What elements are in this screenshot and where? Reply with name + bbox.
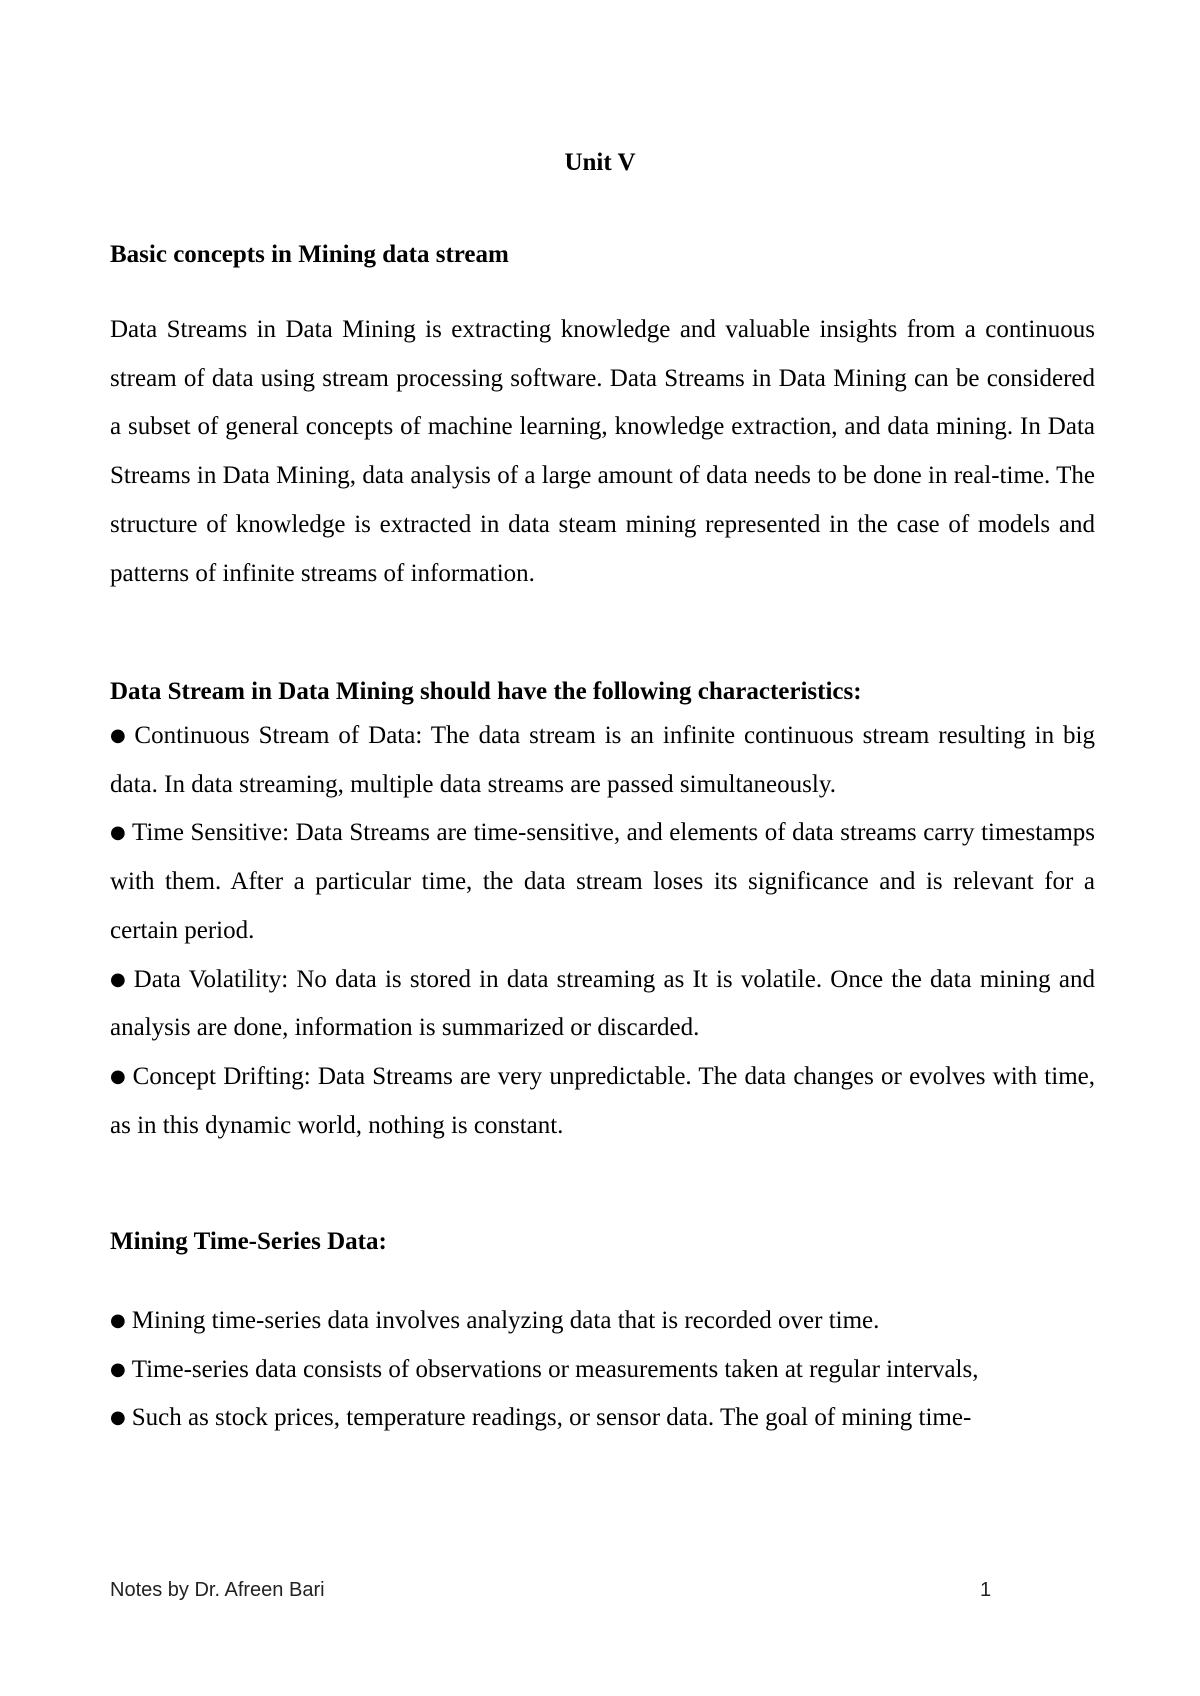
footer-page-number: 1 <box>980 1579 992 1601</box>
bullet-icon: ● <box>110 1065 127 1087</box>
list-item-text: Data Volatility: No data is stored in data streaming as It is volatile. Once the data mining and analysis are done, information is summarized or discarded. <box>110 965 1095 1042</box>
footer-author: Notes by Dr. Afreen Bari <box>110 1579 325 1601</box>
section-heading-basic-concepts: Basic concepts in Mining data stream <box>110 241 509 268</box>
section-heading-characteristics: Data Stream in Data Mining should have the following characteristics: <box>110 678 862 705</box>
page-title: Unit V <box>564 149 636 176</box>
list-item <box>110 1394 1095 1443</box>
list-item <box>110 712 1095 809</box>
bullet-icon: ● <box>110 968 128 990</box>
bullet-icon: ● <box>110 1407 126 1429</box>
intro-paragraph: Data Streams in Data Mining is extracting knowledge and valuable insights from a continuous stream of data using stream processing software. Data Streams in Data Mining can be considered a subset of general concepts of machine learning, knowledge extraction, and data mining. In Data Streams in Data Mining, data analysis of a large amount of data needs to be done in real-time. The structure of knowledge is extracted in data steam mining represented in the case of models and patterns of infinite streams of information. <box>110 316 1095 587</box>
list-item-text: Mining time-series data involves analyzing data that is recorded over time. <box>131 1307 880 1334</box>
list-item-text: Time Sensitive: Data Streams are time-sensitive, and elements of data streams carry timestamps with them. After a particular time, the data stream loses its significance and is relevant for a certain period. <box>110 819 1095 944</box>
characteristics-list <box>110 712 1095 1150</box>
list-item-text: Concept Drifting: Data Streams are very unpredictable. The data changes or evolves with time, as in this dynamic world, nothing is constant. <box>110 1062 1095 1139</box>
bullet-icon: ● <box>110 1358 126 1380</box>
list-item-text: Time-series data consists of observations or measurements taken at regular intervals, <box>131 1355 979 1383</box>
list-item-text: Continuous Stream of Data: The data stream is an infinite continuous stream resulting in big data. In data streaming, multiple data streams are passed simultaneously. <box>110 722 1095 798</box>
list-item-text: Such as stock prices, temperature readings, or sensor data. The goal of mining time- <box>131 1404 972 1432</box>
section-heading-time-series: Mining Time-Series Data: <box>110 1228 387 1255</box>
list-item <box>110 1053 1095 1150</box>
list-item <box>110 809 1095 955</box>
list-item <box>110 1297 1095 1346</box>
bullet-icon: ● <box>110 1310 126 1331</box>
list-item <box>110 1346 1095 1395</box>
list-item <box>110 956 1095 1053</box>
time-series-list <box>110 1297 1095 1443</box>
bullet-icon: ● <box>110 822 127 844</box>
bullet-icon: ● <box>110 725 129 746</box>
